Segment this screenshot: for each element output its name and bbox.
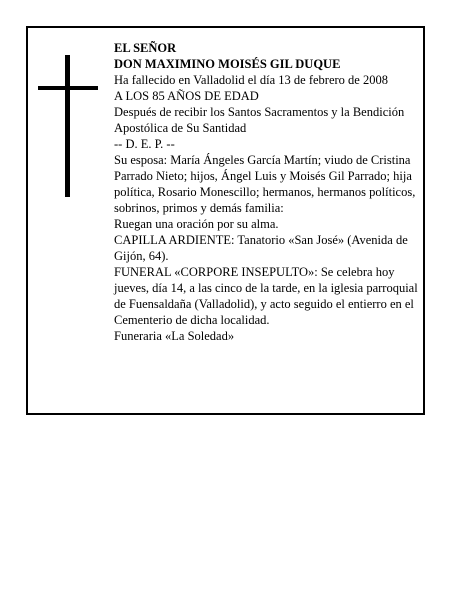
funeral-home: Funeraria «La Soledad»: [114, 329, 235, 343]
chapel-info: CAPILLA ARDIENTE: Tanatorio «San José» (Avenida de Gijón, 64).: [114, 233, 408, 263]
cross-horizontal-bar: [38, 86, 98, 90]
funeral-info: FUNERAL «CORPORE INSEPULTO»: Se celebra hoy jueves, día 14, a las cinco de la tarde, en la iglesia parroquial de Fuensaldaña (Valladolid), y acto seguido el entierro en el Cementerio de dicha localidad.: [114, 265, 418, 327]
cross-vertical-bar: [65, 55, 70, 197]
family-list: Su esposa: María Ángeles García Martín; viudo de Cristina Parrado Nieto; hijos, Ángel Luis y Moisés Gil Parrado; hija política, Rosario Monescillo; hermanos, hermanos políticos, sobrinos, primos y demás familia:: [114, 153, 416, 215]
sacraments-line: Después de recibir los Santos Sacramentos y la Bendición Apostólica de Su Santidad: [114, 105, 405, 135]
death-line: Ha fallecido en Valladolid el día 13 de febrero de 2008: [114, 73, 388, 87]
rip-line: -- D. E. P. --: [114, 137, 175, 151]
cross-icon: [38, 55, 98, 197]
age-line: A LOS 85 AÑOS DE EDAD: [114, 89, 259, 103]
deceased-name: DON MAXIMINO MOISÉS GIL DUQUE: [114, 57, 341, 71]
notice-heading: EL SEÑOR: [114, 41, 177, 55]
prayer-line: Ruegan una oración por su alma.: [114, 217, 279, 231]
notice-text: [114, 40, 426, 344]
